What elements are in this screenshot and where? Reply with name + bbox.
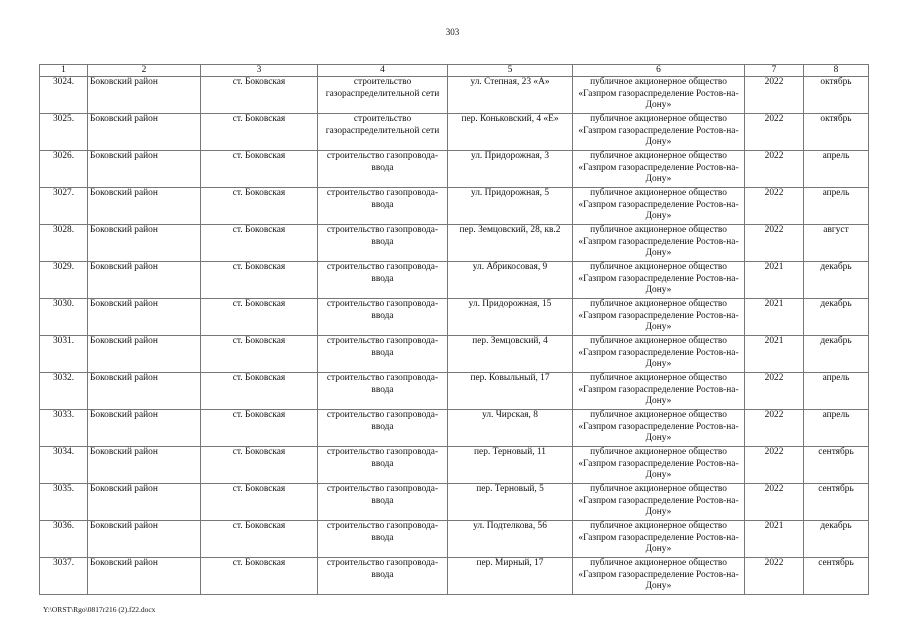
address-cell: пер. Мирный, 17	[448, 558, 573, 595]
year-cell: 2022	[745, 484, 804, 521]
year-cell: 2022	[745, 114, 804, 151]
month-cell: декабрь	[804, 262, 869, 299]
organization-cell: публичное акционерное общество «Газпром газораспределение Ростов-на-Дону»	[573, 77, 745, 114]
table-row	[40, 77, 869, 114]
row-number-cell: 3030.	[40, 299, 88, 336]
year-cell: 2021	[745, 521, 804, 558]
address-cell: ул. Чирская, 8	[448, 410, 573, 447]
header-row	[40, 65, 869, 77]
address-cell: пер. Земцовский, 4	[448, 336, 573, 373]
district-cell: Боковский район	[88, 77, 201, 114]
year-cell: 2022	[745, 558, 804, 595]
settlement-cell: ст. Боковская	[201, 484, 318, 521]
work-type-cell: строительство газопровода-ввода	[318, 373, 448, 410]
work-type-cell: строительство газопровода-ввода	[318, 299, 448, 336]
year-cell: 2022	[745, 77, 804, 114]
column-header: 2	[88, 65, 201, 77]
column-header: 1	[40, 65, 88, 77]
month-cell: апрель	[804, 188, 869, 225]
register-body	[40, 77, 869, 595]
settlement-cell: ст. Боковская	[201, 114, 318, 151]
year-cell: 2021	[745, 262, 804, 299]
table-row	[40, 114, 869, 151]
table-row	[40, 447, 869, 484]
organization-cell: публичное акционерное общество «Газпром газораспределение Ростов-на-Дону»	[573, 114, 745, 151]
work-type-cell: строительство газопровода-ввода	[318, 336, 448, 373]
address-cell: пер. Терновый, 5	[448, 484, 573, 521]
work-type-cell: строительство газопровода-ввода	[318, 225, 448, 262]
organization-cell: публичное акционерное общество «Газпром газораспределение Ростов-на-Дону»	[573, 521, 745, 558]
work-type-cell: строительство газопровода-ввода	[318, 521, 448, 558]
settlement-cell: ст. Боковская	[201, 262, 318, 299]
row-number-cell: 3036.	[40, 521, 88, 558]
year-cell: 2021	[745, 299, 804, 336]
row-number-cell: 3031.	[40, 336, 88, 373]
register-table	[39, 64, 869, 595]
settlement-cell: ст. Боковская	[201, 225, 318, 262]
address-cell: ул. Степная, 23 «А»	[448, 77, 573, 114]
year-cell: 2022	[745, 410, 804, 447]
address-cell: ул. Придорожная, 15	[448, 299, 573, 336]
year-cell: 2022	[745, 188, 804, 225]
work-type-cell: строительство газопровода-ввода	[318, 262, 448, 299]
month-cell: апрель	[804, 410, 869, 447]
work-type-cell: строительство газопровода-ввода	[318, 188, 448, 225]
settlement-cell: ст. Боковская	[201, 558, 318, 595]
column-header: 3	[201, 65, 318, 77]
table-row	[40, 558, 869, 595]
table-row	[40, 373, 869, 410]
column-header: 5	[448, 65, 573, 77]
district-cell: Боковский район	[88, 114, 201, 151]
table-row	[40, 521, 869, 558]
table-row	[40, 484, 869, 521]
row-number-cell: 3024.	[40, 77, 88, 114]
district-cell: Боковский район	[88, 558, 201, 595]
row-number-cell: 3033.	[40, 410, 88, 447]
district-cell: Боковский район	[88, 410, 201, 447]
settlement-cell: ст. Боковская	[201, 521, 318, 558]
row-number-cell: 3035.	[40, 484, 88, 521]
district-cell: Боковский район	[88, 188, 201, 225]
row-number-cell: 3028.	[40, 225, 88, 262]
page-number: 303	[445, 27, 460, 37]
settlement-cell: ст. Боковская	[201, 77, 318, 114]
year-cell: 2022	[745, 151, 804, 188]
month-cell: август	[804, 225, 869, 262]
month-cell: октябрь	[804, 77, 869, 114]
column-header: 7	[745, 65, 804, 77]
district-cell: Боковский район	[88, 484, 201, 521]
column-header: 4	[318, 65, 448, 77]
year-cell: 2022	[745, 373, 804, 410]
month-cell: октябрь	[804, 114, 869, 151]
district-cell: Боковский район	[88, 151, 201, 188]
year-cell: 2022	[745, 447, 804, 484]
address-cell: пер. Ковыльный, 17	[448, 373, 573, 410]
address-cell: ул. Абрикосовая, 9	[448, 262, 573, 299]
district-cell: Боковский район	[88, 447, 201, 484]
work-type-cell: строительство газораспределительной сети	[318, 114, 448, 151]
work-type-cell: строительство газопровода-ввода	[318, 484, 448, 521]
district-cell: Боковский район	[88, 225, 201, 262]
work-type-cell: строительство газопровода-ввода	[318, 151, 448, 188]
table-row	[40, 336, 869, 373]
settlement-cell: ст. Боковская	[201, 151, 318, 188]
work-type-cell: строительство газопровода-ввода	[318, 410, 448, 447]
work-type-cell: строительство газопровода-ввода	[318, 447, 448, 484]
month-cell: декабрь	[804, 336, 869, 373]
organization-cell: публичное акционерное общество «Газпром газораспределение Ростов-на-Дону»	[573, 151, 745, 188]
month-cell: сентябрь	[804, 484, 869, 521]
row-number-cell: 3034.	[40, 447, 88, 484]
district-cell: Боковский район	[88, 521, 201, 558]
organization-cell: публичное акционерное общество «Газпром газораспределение Ростов-на-Дону»	[573, 558, 745, 595]
row-number-cell: 3025.	[40, 114, 88, 151]
settlement-cell: ст. Боковская	[201, 336, 318, 373]
table-row	[40, 299, 869, 336]
organization-cell: публичное акционерное общество «Газпром газораспределение Ростов-на-Дону»	[573, 410, 745, 447]
organization-cell: публичное акционерное общество «Газпром газораспределение Ростов-на-Дону»	[573, 373, 745, 410]
table-row	[40, 151, 869, 188]
row-number-cell: 3037.	[40, 558, 88, 595]
month-cell: апрель	[804, 373, 869, 410]
month-cell: декабрь	[804, 521, 869, 558]
organization-cell: публичное акционерное общество «Газпром газораспределение Ростов-на-Дону»	[573, 299, 745, 336]
year-cell: 2022	[745, 225, 804, 262]
organization-cell: публичное акционерное общество «Газпром газораспределение Ростов-на-Дону»	[573, 447, 745, 484]
organization-cell: публичное акционерное общество «Газпром газораспределение Ростов-на-Дону»	[573, 188, 745, 225]
row-number-cell: 3029.	[40, 262, 88, 299]
month-cell: апрель	[804, 151, 869, 188]
district-cell: Боковский район	[88, 336, 201, 373]
table-row	[40, 262, 869, 299]
column-header: 6	[573, 65, 745, 77]
address-cell: пер. Терновый, 11	[448, 447, 573, 484]
month-cell: сентябрь	[804, 447, 869, 484]
address-cell: ул. Придорожная, 3	[448, 151, 573, 188]
row-number-cell: 3026.	[40, 151, 88, 188]
district-cell: Боковский район	[88, 299, 201, 336]
organization-cell: публичное акционерное общество «Газпром газораспределение Ростов-на-Дону»	[573, 336, 745, 373]
address-cell: ул. Подтелкова, 56	[448, 521, 573, 558]
settlement-cell: ст. Боковская	[201, 410, 318, 447]
settlement-cell: ст. Боковская	[201, 447, 318, 484]
footer-file-path: Y:\ORST\Rgo\0817r216 (2).f22.docx	[43, 605, 156, 614]
row-number-cell: 3027.	[40, 188, 88, 225]
column-header: 8	[804, 65, 869, 77]
month-cell: сентябрь	[804, 558, 869, 595]
month-cell: декабрь	[804, 299, 869, 336]
organization-cell: публичное акционерное общество «Газпром газораспределение Ростов-на-Дону»	[573, 225, 745, 262]
year-cell: 2021	[745, 336, 804, 373]
address-cell: пер. Земцовский, 28, кв.2	[448, 225, 573, 262]
work-type-cell: строительство газораспределительной сети	[318, 77, 448, 114]
table-row	[40, 410, 869, 447]
settlement-cell: ст. Боковская	[201, 188, 318, 225]
table-row	[40, 225, 869, 262]
work-type-cell: строительство газопровода-ввода	[318, 558, 448, 595]
address-cell: пер. Коньковский, 4 «Е»	[448, 114, 573, 151]
row-number-cell: 3032.	[40, 373, 88, 410]
settlement-cell: ст. Боковская	[201, 373, 318, 410]
organization-cell: публичное акционерное общество «Газпром газораспределение Ростов-на-Дону»	[573, 484, 745, 521]
organization-cell: публичное акционерное общество «Газпром газораспределение Ростов-на-Дону»	[573, 262, 745, 299]
district-cell: Боковский район	[88, 373, 201, 410]
table-row	[40, 188, 869, 225]
settlement-cell: ст. Боковская	[201, 299, 318, 336]
district-cell: Боковский район	[88, 262, 201, 299]
address-cell: ул. Придорожная, 5	[448, 188, 573, 225]
